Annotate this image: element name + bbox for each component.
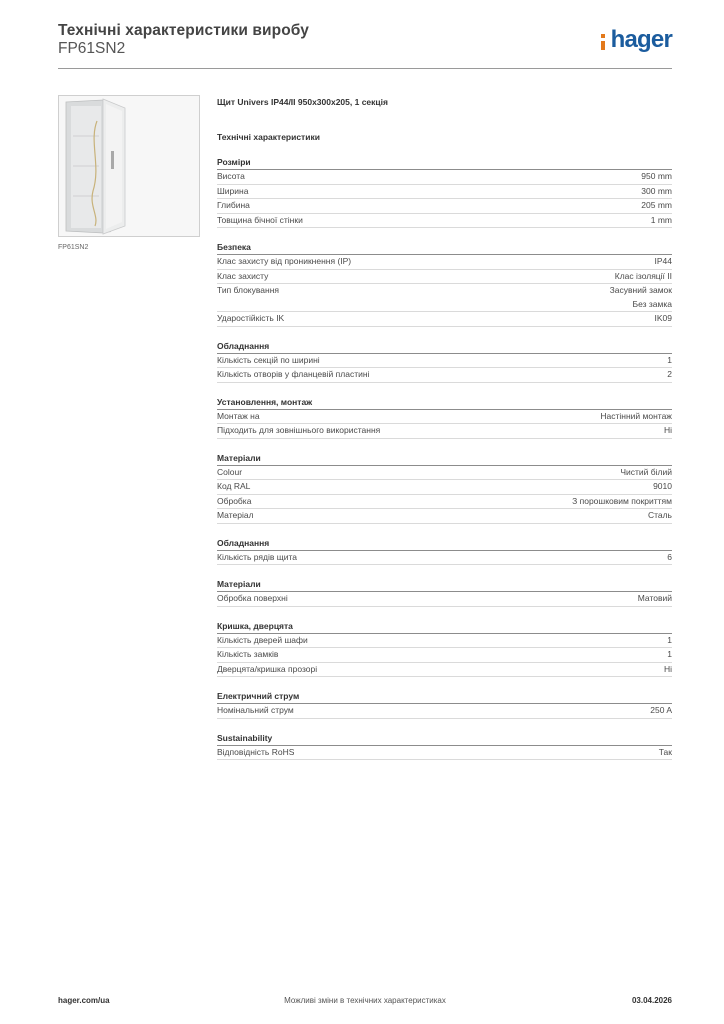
spec-label: Відповідність RoHS (217, 746, 295, 757)
spec-row (217, 551, 672, 566)
spec-row (217, 480, 672, 495)
spec-row (217, 592, 672, 607)
spec-label: Дверцята/кришка прозорі (217, 663, 318, 674)
spec-section (217, 733, 672, 761)
spec-label: Тип блокування (217, 285, 280, 295)
spec-value: Ні (663, 663, 672, 674)
page-header (58, 22, 672, 68)
section-title: Sustainability (217, 733, 672, 746)
spec-row (217, 354, 672, 369)
spec-section (217, 579, 672, 607)
spec-row (217, 663, 672, 678)
spec-value: Сталь (647, 510, 672, 520)
spec-section (217, 691, 672, 719)
spec-label: Кількість отворів у фланцевій пластині (217, 369, 370, 379)
spec-label: Клас захисту (217, 270, 269, 281)
spec-value: 6 (667, 551, 672, 562)
spec-row (217, 746, 672, 761)
spec-label: Код RAL (217, 481, 251, 491)
section-title: Матеріали (217, 579, 672, 592)
spec-label: Кількість замків (217, 649, 279, 659)
spec-label: Глибина (217, 200, 250, 210)
spec-row (217, 368, 672, 383)
product-title: Щит Univers IP44/II 950x300x205, 1 секція (217, 97, 388, 107)
spec-value: 205 mm (641, 200, 672, 210)
product-image (58, 95, 200, 237)
spec-label: Кількість дверей шафи (217, 634, 308, 645)
footer-disclaimer: Можливі зміни в технічних характеристиках (284, 996, 446, 1005)
spec-value: 300 mm (641, 185, 672, 196)
logo-colon-icon (601, 30, 610, 50)
spec-section (217, 453, 672, 524)
header-divider (58, 68, 672, 69)
spec-value: 950 mm (641, 171, 672, 181)
section-title: Безпека (217, 242, 672, 255)
spec-label: Colour (217, 466, 243, 477)
spec-label: Номінальний струм (217, 705, 294, 715)
spec-row (217, 495, 672, 510)
spec-row (217, 410, 672, 425)
spec-section (217, 242, 672, 327)
spec-value: Настінний монтаж (600, 410, 672, 421)
spec-row (217, 509, 672, 524)
spec-value: Матовий (637, 593, 672, 603)
hager-logo (601, 28, 672, 52)
spec-value: 1 (667, 354, 672, 365)
spec-row (217, 270, 672, 285)
footer-date: 03.04.2026 (631, 996, 672, 1005)
specifications-panel (217, 96, 672, 760)
specifications-heading: Технічні характеристики (217, 132, 320, 142)
spec-row (217, 284, 672, 312)
spec-label: Клас захисту від проникнення (IP) (217, 256, 352, 266)
spec-section (217, 538, 672, 566)
spec-sections (217, 157, 672, 760)
spec-label: Ударостійкість IK (217, 313, 285, 323)
spec-label: Монтаж на (217, 410, 260, 421)
section-title: Установлення, монтаж (217, 397, 672, 410)
spec-row (217, 199, 672, 214)
section-title: Кришка, дверцята (217, 621, 672, 634)
spec-label: Ширина (217, 185, 249, 196)
spec-section (217, 341, 672, 383)
spec-section (217, 157, 672, 228)
spec-value: IK09 (654, 313, 672, 323)
spec-label: Матеріал (217, 510, 254, 520)
spec-label: Товщина бічної стінки (217, 214, 303, 225)
spec-value: IP44 (654, 256, 672, 266)
enclosure-cabinet-icon (59, 96, 199, 236)
spec-label: Обробка (217, 495, 252, 506)
spec-row (217, 648, 672, 663)
section-title: Обладнання (217, 341, 672, 354)
spec-value: 9010 (653, 481, 672, 491)
section-title: Матеріали (217, 453, 672, 466)
spec-value: 1 mm (650, 214, 672, 225)
spec-label: Висота (217, 171, 245, 181)
image-caption: FP61SN2 (58, 244, 89, 251)
spec-value: З порошковим покриттям (572, 495, 672, 506)
section-title: Обладнання (217, 538, 672, 551)
spec-value: Так (658, 746, 672, 757)
spec-value: Чистий білий (620, 466, 672, 477)
spec-value: 1 (667, 649, 672, 659)
spec-row (217, 312, 672, 327)
page-footer (58, 996, 672, 1010)
logo-text: hager (610, 26, 672, 53)
spec-value: 250 A (650, 705, 672, 715)
spec-value: Клас ізоляції II (614, 270, 672, 281)
spec-label: Кількість секцій по ширині (217, 354, 320, 365)
spec-value: 1 (667, 634, 672, 645)
spec-row (217, 170, 672, 185)
spec-row (217, 185, 672, 200)
spec-row (217, 214, 672, 229)
product-code: FP61SN2 (58, 40, 126, 57)
section-title: Електричний струм (217, 691, 672, 704)
section-title: Розміри (217, 157, 672, 170)
spec-row (217, 466, 672, 481)
document-title: Технічні характеристики виробу (58, 22, 309, 39)
footer-website: hager.com/ua (58, 996, 110, 1005)
spec-value: Засувний замок Без замка (609, 285, 672, 309)
spec-row (217, 255, 672, 270)
spec-row (217, 704, 672, 719)
spec-label: Обробка поверхні (217, 593, 288, 603)
spec-value: 2 (667, 369, 672, 379)
spec-section (217, 621, 672, 678)
spec-row (217, 424, 672, 439)
spec-label: Підходить для зовнішнього використання (217, 425, 381, 435)
spec-section (217, 397, 672, 439)
spec-label: Кількість рядів щита (217, 551, 297, 562)
spec-row (217, 634, 672, 649)
spec-value: Ні (663, 425, 672, 435)
